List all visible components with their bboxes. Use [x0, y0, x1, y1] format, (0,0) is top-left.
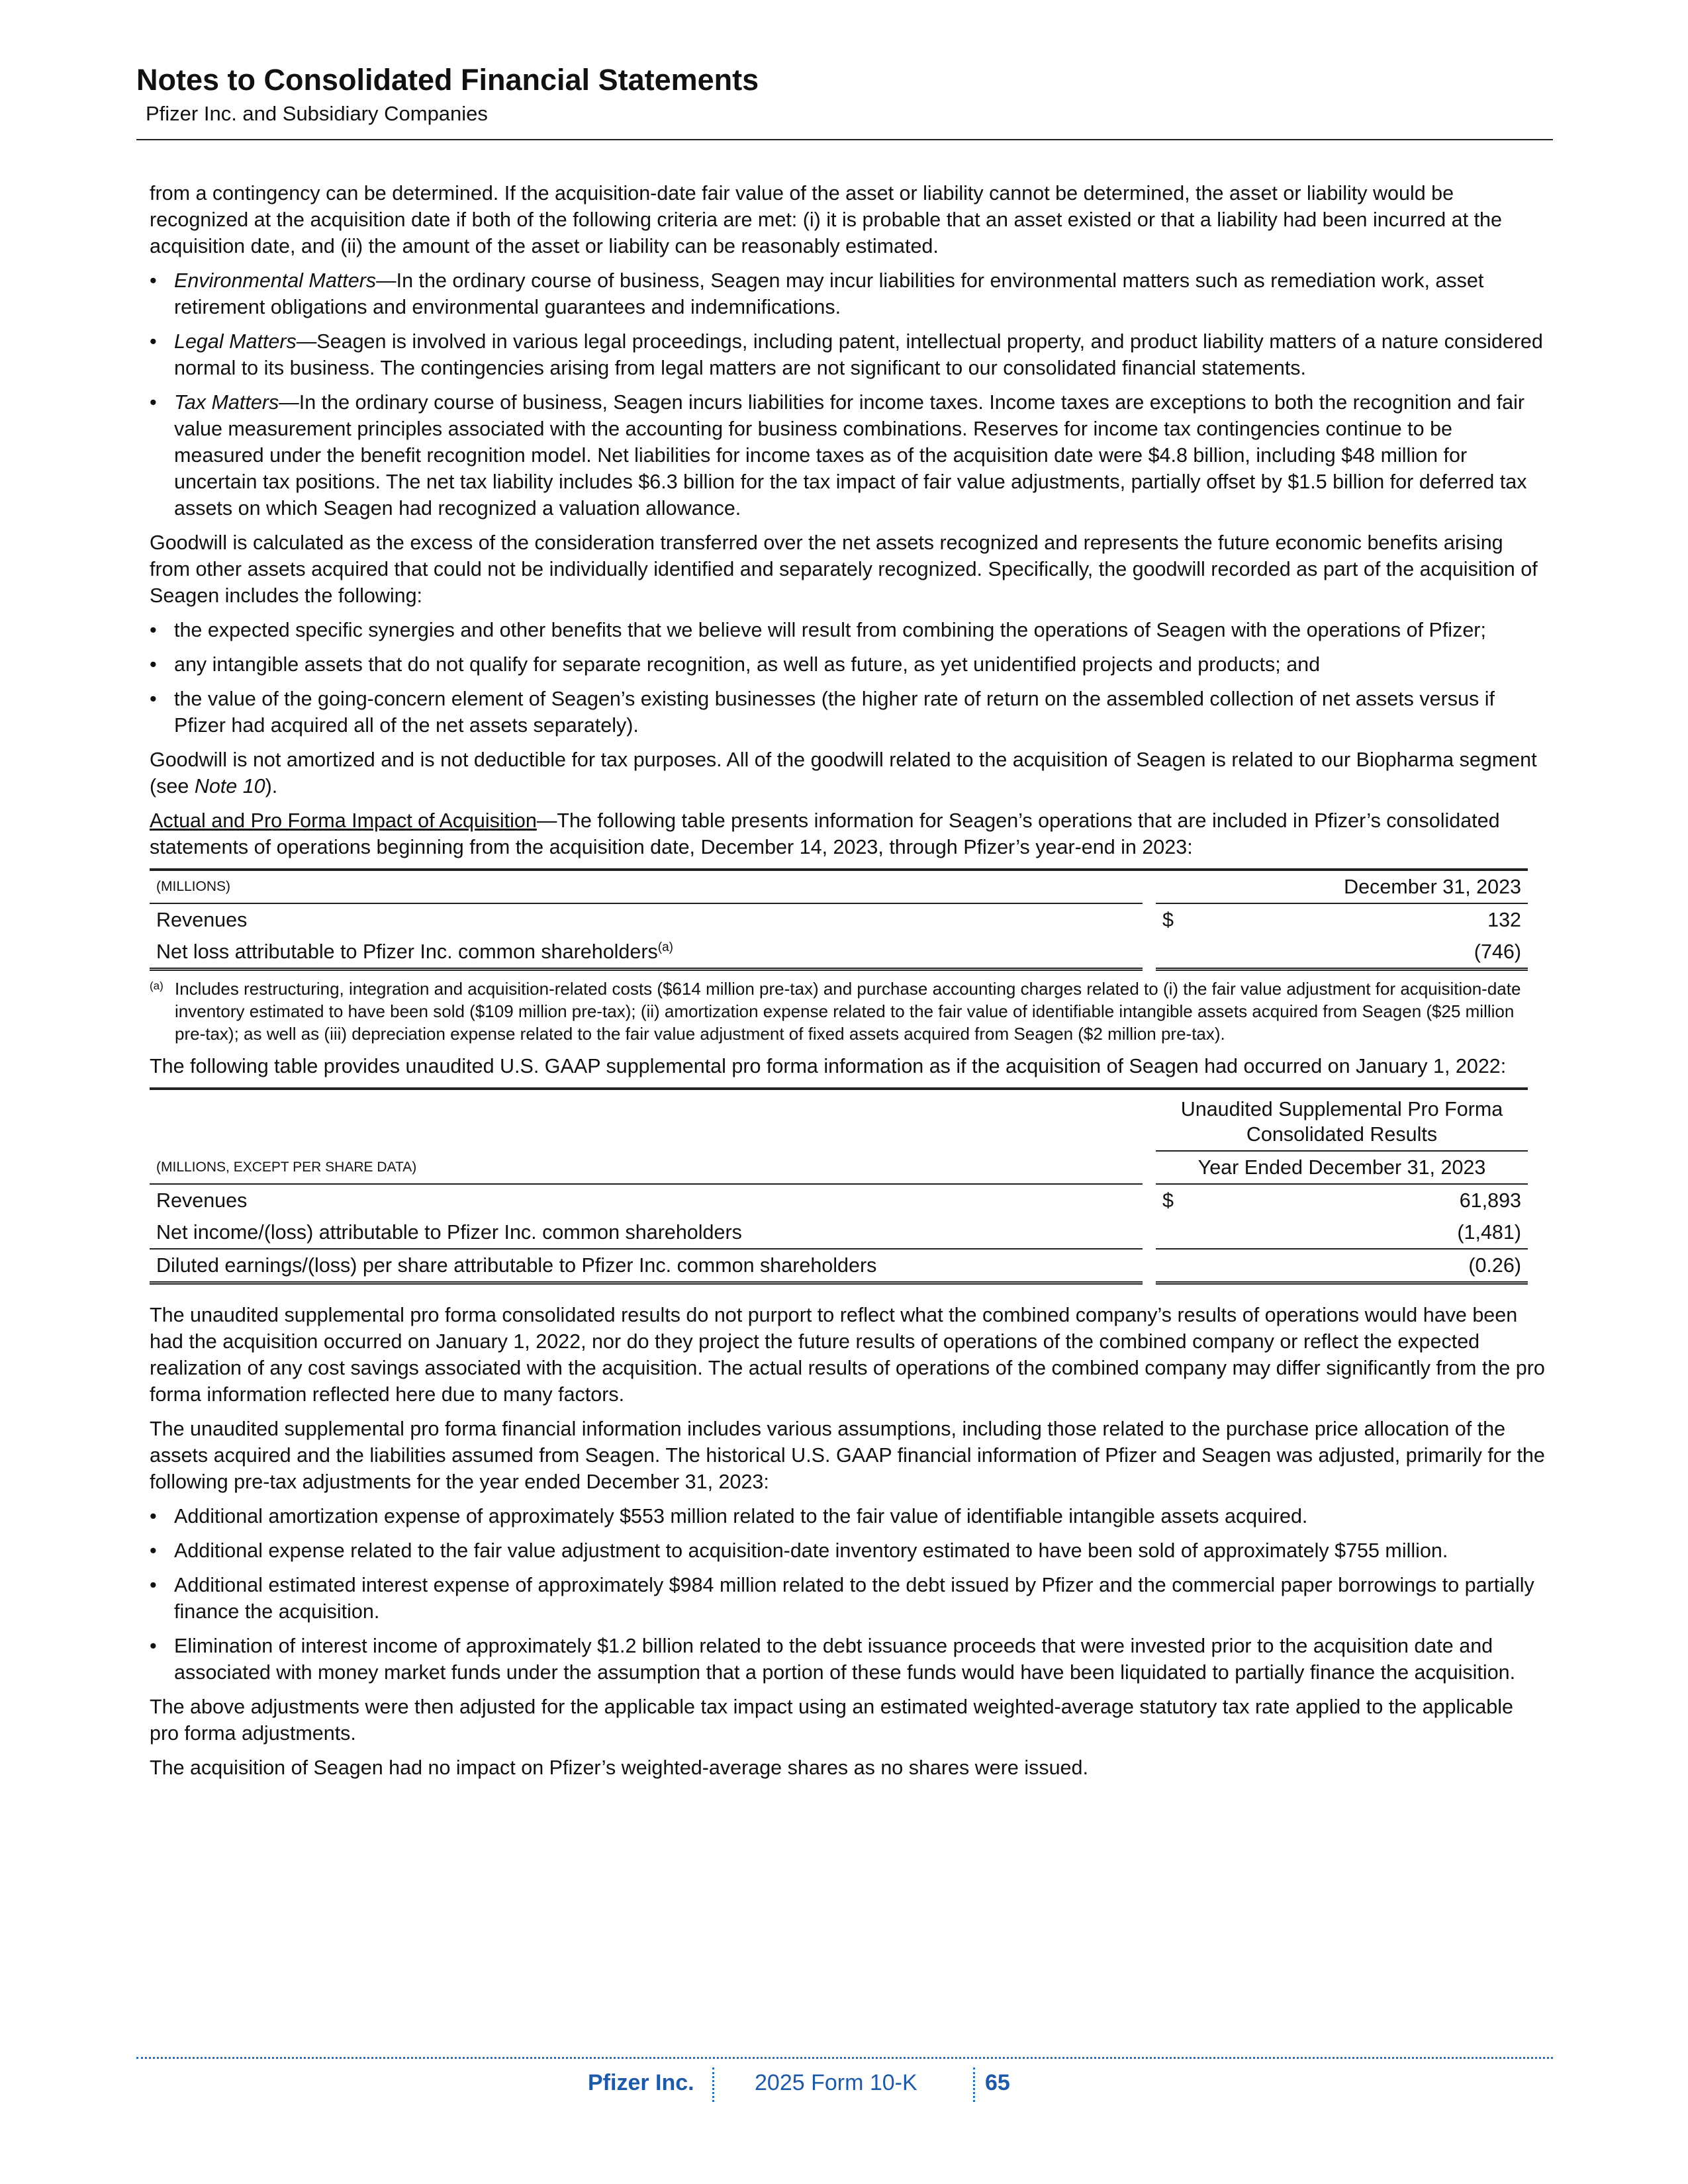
footer-divider: [712, 2068, 714, 2102]
bullet-icon: •: [150, 1635, 157, 1657]
section-heading: Actual and Pro Forma Impact of Acquisition: [150, 809, 537, 832]
results-paragraph: The unaudited supplemental pro forma consolidated results do not purport to reflect what the combined company’s results of operations would have been had the acquisition occurred on January 1, 2022, nor do they project the future results of operations of the combined company or reflect the expected realization of any cost savings associated with the acquisition. The actual results of operations of the combined company may differ significantly from the pro forma information reflected here due to many factors.: [150, 1304, 1545, 1406]
row-label: Net loss attributable to Pfizer Inc. common shareholders$^{(a)}$: [150, 936, 1143, 970]
table-row: [150, 1249, 1528, 1283]
group-header: Unaudited Supplemental Pro Forma Consolidated Results: [1156, 1089, 1528, 1151]
table-group-header-row: [150, 1089, 1528, 1151]
bullet-term: Legal Matters: [174, 330, 297, 353]
paragraph-end: ).: [265, 775, 278, 797]
actual-impact-paragraph: [150, 807, 1546, 860]
row-value: (0.26): [1196, 1249, 1528, 1283]
footnote: [150, 978, 1546, 1045]
bullet-text: Elimination of interest income of approximately $1.2 billion related to the debt issuance proceeds that were invested prior to the acquisition date and associated with money market funds under the assumption that a portion of these funds would have been liquidated to partially finance the acquisition.: [174, 1635, 1516, 1684]
note-reference: Note 10: [194, 775, 265, 797]
page-title: Notes to Consolidated Financial Statements: [136, 63, 759, 97]
paragraph-text: —The following table presents information for Seagen’s operations that are included in Pfizer’s consolidated statements of operations beginning from the acquisition date, December 14, 2023, through Pfizer’s year-end in 2023:: [150, 809, 1500, 858]
bullet-term: Environmental Matters: [174, 269, 377, 292]
unit-label: (MILLIONS): [150, 870, 1143, 903]
bullet-icon: •: [150, 391, 157, 414]
adjustments-list: [150, 1503, 1546, 1686]
paragraph-text: Goodwill is not amortized and is not deductible for tax purposes. All of the goodwill related to the acquisition of Seagen is related to our Biopharma segment (see: [150, 749, 1537, 797]
goodwill-paragraph: Goodwill is calculated as the excess of the consideration transferred over the net assets recognized and represents the future economic benefits arising from other assets acquired that could not be individually identified and separately recognized. Specifically, the goodwill recorded as part of the acquisition of Seagen includes the following:: [150, 531, 1538, 607]
dollar-sign: [1156, 936, 1196, 970]
table-row: [150, 903, 1528, 936]
shares-paragraph: The acquisition of Seagen had no impact on Pfizer’s weighted-average shares as no shares were issued.: [150, 1756, 1088, 1779]
column-header: Year Ended December 31, 2023: [1156, 1151, 1528, 1184]
footer-divider: [973, 2068, 975, 2102]
list-item: [150, 328, 1546, 381]
bullet-icon: •: [150, 688, 157, 710]
bullet-text: Additional amortization expense of approximately $553 million related to the fair value of identifiable intangible assets acquired.: [174, 1505, 1308, 1527]
assumptions-paragraph: The unaudited supplemental pro forma financial information includes various assumptions, including those related to the purchase price allocation of the assets acquired and the liabilities assumed from Seagen. The historical U.S. GAAP financial information of Pfizer and Seagen was adjusted, primarily for the following pre-tax adjustments for the year ended December 31, 2023:: [150, 1418, 1545, 1493]
dollar-sign: [1156, 1216, 1196, 1249]
unit-label: (MILLIONS, EXCEPT PER SHARE DATA): [150, 1151, 1143, 1184]
goodwill-segment-paragraph: [150, 747, 1546, 799]
bullet-text: Additional expense related to the fair value adjustment to acquisition-date inventory estimated to have been sold of approximately $755 million.: [174, 1539, 1448, 1562]
proforma-intro-paragraph: The following table provides unaudited U.S. GAAP supplemental pro forma information as if the acquisition of Seagen had occurred on January 1, 2022:: [150, 1055, 1507, 1077]
bullet-icon: •: [150, 330, 157, 353]
row-value: (746): [1196, 936, 1528, 970]
footer-rule: [136, 2057, 1553, 2059]
list-item: [150, 267, 1546, 320]
row-value: 132: [1487, 909, 1521, 931]
table-header-row: [150, 1151, 1528, 1184]
footnote-text: Includes restructuring, integration and acquisition-related costs ($614 million pre-tax) and purchase accounting charges related to (i) the fair value adjustment for acquisition-date inventory estimated to have been sold ($109 million pre-tax); (ii) amortization expense related to the fair value of identifiable intangible assets acquired from Seagen ($25 million pre-tax); as well as (iii) depreciation expense related to the fair value adjustment of fixed assets acquired from Seagen ($2 million pre-tax).: [175, 979, 1521, 1044]
footer-form: 2025 Form 10-K: [755, 2070, 917, 2095]
bullet-icon: •: [150, 1574, 157, 1596]
list-item: [150, 686, 1546, 739]
dollar-sign: $: [1162, 909, 1174, 931]
goodwill-list: [150, 617, 1546, 739]
main-content: [150, 180, 1546, 1789]
proforma-table: [150, 1087, 1528, 1285]
footnote-mark: (a): [150, 979, 164, 992]
page-header: [136, 62, 1553, 126]
row-value: 61,893: [1459, 1189, 1521, 1212]
row-label: Net income/(loss) attributable to Pfizer Inc. common shareholders: [150, 1216, 1143, 1249]
bullet-icon: •: [150, 1539, 157, 1562]
footnote-ref: (a): [657, 940, 673, 954]
bullet-text: —Seagen is involved in various legal proceedings, including patent, intellectual property, and product liability matters of a nature considered normal to its business. The contingencies arising from legal matters are not significant to our consolidated financial statements.: [174, 330, 1543, 379]
contingency-list: [150, 267, 1546, 522]
dollar-sign: [1156, 1249, 1196, 1283]
intro-paragraph: from a contingency can be determined. If the acquisition-date fair value of the asset or liability cannot be determined, the asset or liability would be recognized at the acquisition date if both of the following criteria are met: (i) it is probable that an asset existed or that a liability had been incurred at the acquisition date, and (ii) the amount of the asset or liability can be reasonably estimated.: [150, 182, 1502, 257]
tax-paragraph: The above adjustments were then adjusted for the applicable tax impact using an estimated weighted-average statutory tax rate applied to the applicable pro forma adjustments.: [150, 1696, 1514, 1745]
header-rule: [136, 139, 1553, 140]
bullet-term: Tax Matters: [174, 391, 279, 414]
list-item: [150, 389, 1546, 522]
list-item: [150, 1503, 1546, 1529]
list-item: [150, 651, 1546, 678]
bullet-text: —In the ordinary course of business, Seagen incurs liabilities for income taxes. Income taxes are exceptions to both the recognition and fair value measurement principles associated with the accounting for business combinations. Reserves for income tax contingencies continue to be measured under the benefit recognition model. Net liabilities for income taxes as of the acquisition date were $4.8 billion, including $48 million for uncertain tax positions. The net tax liability includes $6.3 billion for the tax impact of fair value adjustments, partially offset by $1.5 billion for deferred tax assets on which Seagen had recognized a valuation allowance.: [174, 391, 1527, 520]
bullet-text: —In the ordinary course of business, Seagen may incur liabilities for environmental matters such as remediation work, asset retirement obligations and environmental guarantees and indemnifications.: [174, 269, 1484, 318]
table-row: [150, 1184, 1528, 1216]
list-item: [150, 617, 1546, 643]
row-value: (1,481): [1196, 1216, 1528, 1249]
page-subtitle: Pfizer Inc. and Subsidiary Companies: [146, 102, 488, 125]
footer-company: Pfizer Inc.: [588, 2070, 694, 2095]
bullet-text: the expected specific synergies and other benefits that we believe will result from combining the operations of Seagen with the operations of Pfizer;: [174, 619, 1486, 641]
row-label: Revenues: [156, 909, 248, 931]
list-item: [150, 1537, 1546, 1564]
table-row: [150, 936, 1528, 970]
bullet-text: Additional estimated interest expense of approximately $984 million related to the debt issued by Pfizer and the commercial paper borrowings to partially finance the acquisition.: [174, 1574, 1534, 1623]
bullet-icon: •: [150, 653, 157, 676]
table-row: [150, 1216, 1528, 1249]
column-header: December 31, 2023: [1156, 870, 1528, 903]
table-header-row: [150, 870, 1528, 903]
actual-results-table: [150, 868, 1528, 971]
row-label: Diluted earnings/(loss) per share attributable to Pfizer Inc. common shareholders: [150, 1249, 1143, 1283]
bullet-icon: •: [150, 1505, 157, 1527]
list-item: [150, 1572, 1546, 1625]
row-label: Revenues: [156, 1189, 248, 1212]
page-number: 65: [985, 2070, 1010, 2095]
bullet-icon: •: [150, 619, 157, 641]
bullet-text: the value of the going-concern element of Seagen’s existing businesses (the higher rate of return on the assembled collection of net assets versus if Pfizer had acquired all of the net assets separately).: [174, 688, 1495, 737]
list-item: [150, 1633, 1546, 1686]
dollar-sign: $: [1162, 1189, 1174, 1212]
bullet-text: any intangible assets that do not qualify for separate recognition, as well as future, as yet unidentified projects and products; and: [174, 653, 1321, 676]
bullet-icon: •: [150, 269, 157, 292]
